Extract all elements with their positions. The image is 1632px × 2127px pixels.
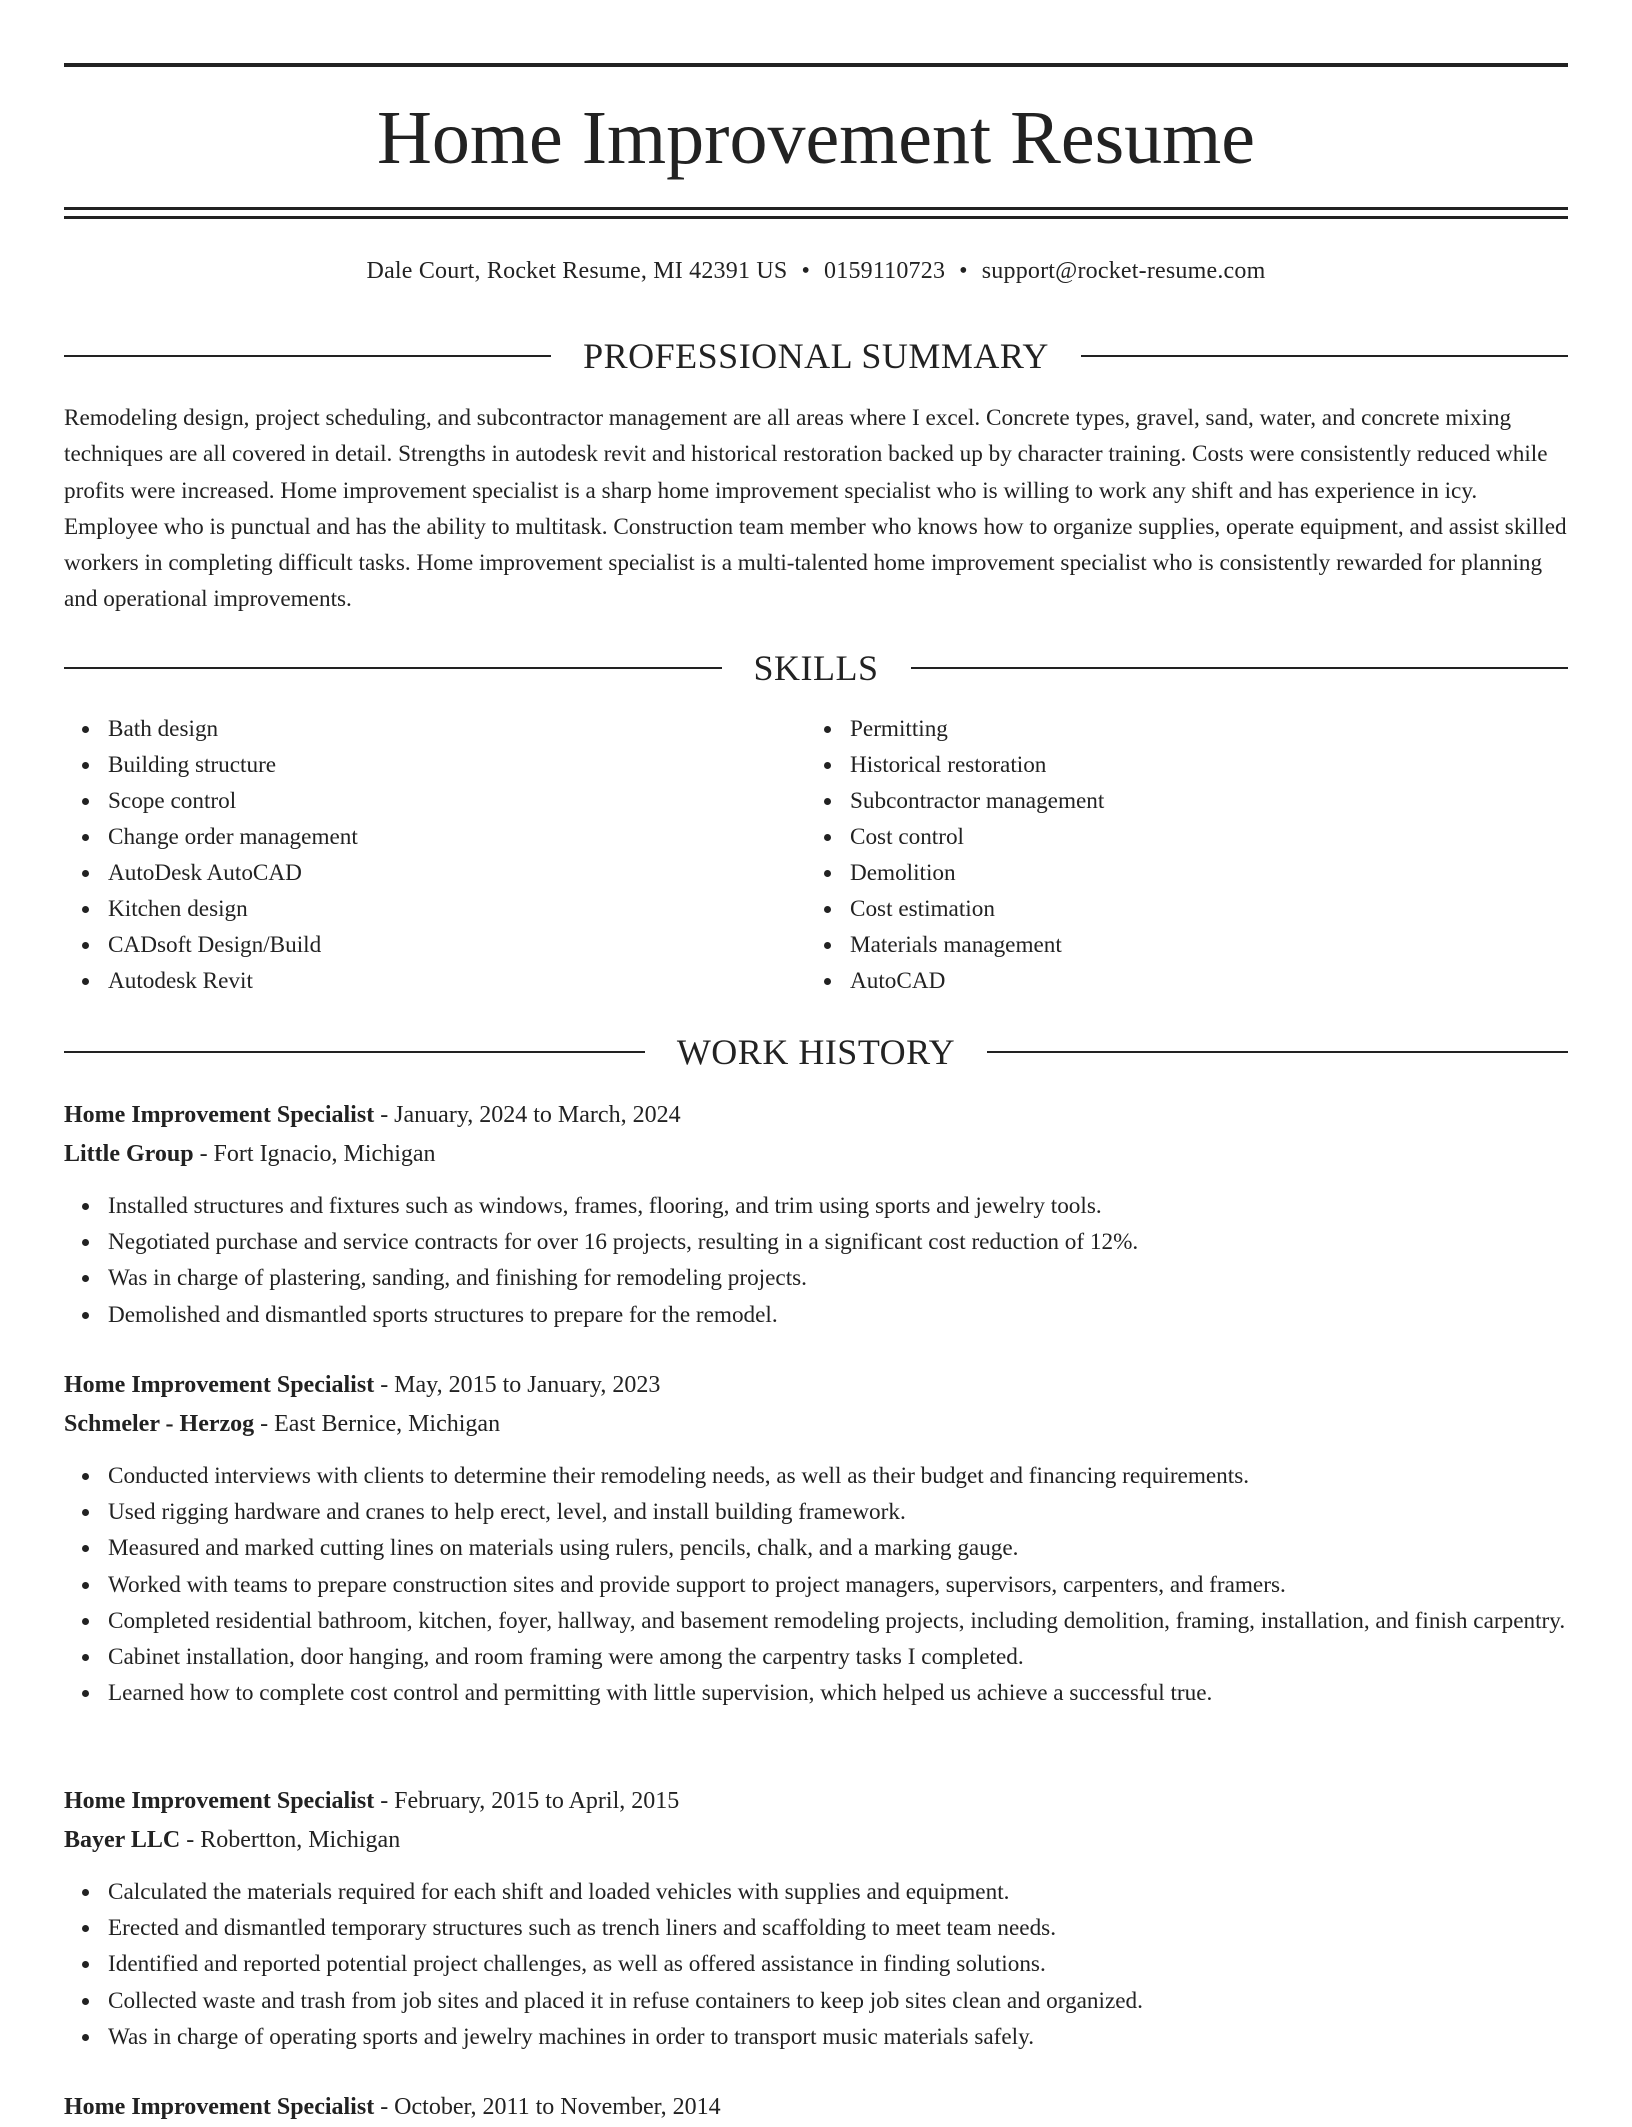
skills-section-heading — [64, 644, 1568, 692]
skills-column-left — [64, 711, 806, 999]
job-dates: - May, 2015 to January, 2023 — [374, 1372, 661, 1398]
skills-list — [64, 711, 1568, 999]
summary-section-heading — [64, 332, 1568, 380]
job-title: Home Improvement Specialist — [64, 1372, 375, 1398]
job-entry — [64, 1782, 1568, 2055]
job-title: Home Improvement Specialist — [64, 1788, 375, 1814]
duty-item: Negotiated purchase and service contracts for over 16 projects, resulting in a significant cost reduction of 12%. — [108, 1224, 1568, 1260]
title-double-rule — [64, 207, 1568, 219]
duty-item: Was in charge of plastering, sanding, and finishing for remodeling projects. — [108, 1260, 1568, 1296]
job-duties-list — [64, 1188, 1568, 1333]
skill-item: Scope control — [108, 783, 806, 819]
duty-item: Was in charge of operating sports and jewelry machines in order to transport music materials safely. — [108, 2019, 1568, 2055]
job-entry — [64, 1366, 1568, 1711]
heading-rule-right — [911, 667, 1569, 669]
skill-item: Autodesk Revit — [108, 963, 806, 999]
duty-item: Learned how to complete cost control and permitting with little supervision, which helped us achieve a successful true. — [108, 1675, 1568, 1711]
job-dates: - October, 2011 to November, 2014 — [374, 2094, 721, 2120]
contact-phone: 0159110723 — [824, 258, 946, 284]
job-title-line — [64, 1096, 1568, 1135]
work-history-heading-label: WORK HISTORY — [676, 1032, 956, 1072]
work-history-section-heading — [64, 1028, 1568, 1076]
job-duties-list — [64, 1458, 1568, 1711]
skills-column-right — [806, 711, 1548, 999]
duty-item: Cabinet installation, door hanging, and room framing were among the carpentry tasks I completed. — [108, 1639, 1568, 1675]
contact-email: support@rocket-resume.com — [981, 258, 1266, 284]
top-rule — [64, 63, 1568, 67]
job-title-line — [64, 1366, 1568, 1405]
duty-item: Used rigging hardware and cranes to help erect, level, and install building framework. — [108, 1494, 1568, 1530]
skill-item: AutoCAD — [850, 963, 1548, 999]
skill-item: Cost estimation — [850, 891, 1548, 927]
job-title-line — [64, 2088, 1568, 2127]
skill-item: Demolition — [850, 855, 1548, 891]
job-dates: - January, 2024 to March, 2024 — [374, 1102, 681, 1128]
contact-separator: • — [801, 258, 811, 284]
skill-item: CADsoft Design/Build — [108, 927, 806, 963]
contact-separator: • — [959, 258, 968, 284]
skill-item: Building structure — [108, 747, 806, 783]
contact-line — [64, 252, 1568, 290]
skill-item: Bath design — [108, 711, 806, 747]
skill-item: Subcontractor management — [850, 783, 1548, 819]
duty-item: Identified and reported potential project challenges, as well as offered assistance in finding solutions. — [108, 1946, 1568, 1982]
duty-item: Conducted interviews with clients to determine their remodeling needs, as well as their budget and financing requirements. — [108, 1458, 1568, 1494]
resume-title: Home Improvement Resume — [376, 96, 1255, 180]
duty-item: Installed structures and fixtures such as windows, frames, flooring, and trim using sports and jewelry tools. — [108, 1188, 1568, 1224]
heading-rule-right — [987, 1051, 1568, 1053]
skills-heading-label: SKILLS — [753, 648, 879, 688]
skill-item: Materials management — [850, 927, 1548, 963]
summary-heading-label: PROFESSIONAL SUMMARY — [583, 336, 1049, 376]
duty-item: Calculated the materials required for each shift and loaded vehicles with supplies and equipment. — [108, 1874, 1568, 1910]
skill-item: Cost control — [850, 819, 1548, 855]
job-entry — [64, 2088, 1568, 2127]
job-company-line — [64, 1405, 1568, 1444]
job-company-line — [64, 1135, 1568, 1174]
duty-item: Completed residential bathroom, kitchen, foyer, hallway, and basement remodeling projects, including demolition, framing, installation, and finish carpentry. — [108, 1603, 1568, 1639]
job-entry — [64, 1096, 1568, 1333]
skill-item: Change order management — [108, 819, 806, 855]
heading-rule-right — [1081, 355, 1568, 357]
heading-rule-left — [64, 1051, 645, 1053]
job-title-line — [64, 1782, 1568, 1821]
job-company-line — [64, 1821, 1568, 1860]
duty-item: Worked with teams to prepare construction sites and provide support to project managers, supervisors, carpenters, and framers. — [108, 1567, 1568, 1603]
job-location: - Fort Ignacio, Michigan — [193, 1141, 436, 1167]
contact-address: Dale Court, Rocket Resume, MI 42391 US — [366, 258, 788, 284]
job-duties-list — [64, 1874, 1568, 2055]
job-location: - East Bernice, Michigan — [254, 1411, 501, 1437]
job-company: Little Group — [64, 1141, 194, 1167]
heading-rule-left — [64, 355, 551, 357]
duty-item: Measured and marked cutting lines on materials using rulers, pencils, chalk, and a marking gauge. — [108, 1530, 1568, 1566]
skill-item: AutoDesk AutoCAD — [108, 855, 806, 891]
job-title: Home Improvement Specialist — [64, 2094, 375, 2120]
skill-item: Historical restoration — [850, 747, 1548, 783]
job-location: - Robertton, Michigan — [180, 1827, 401, 1853]
heading-rule-left — [64, 667, 722, 669]
duty-item: Demolished and dismantled sports structures to prepare for the remodel. — [108, 1297, 1568, 1333]
skill-item: Permitting — [850, 711, 1548, 747]
job-title: Home Improvement Specialist — [64, 1102, 375, 1128]
duty-item: Collected waste and trash from job sites and placed it in refuse containers to keep job sites clean and organized. — [108, 1983, 1568, 2019]
skill-item: Kitchen design — [108, 891, 806, 927]
duty-item: Erected and dismantled temporary structures such as trench liners and scaffolding to meet team needs. — [108, 1910, 1568, 1946]
job-company: Bayer LLC — [64, 1827, 181, 1853]
professional-summary-text: Remodeling design, project scheduling, and subcontractor management are all areas where I excel. Concrete types, gravel, sand, water, and concrete mixing techniques are all covered in detail. Strengths in autodesk revit and historical restoration backed up by character training. Costs were consistently reduced while profits were increased. Home improvement specialist is a sharp home improvement specialist who is willing to work any shift and has experience in icy. Employee who is punctual and has the ability to multitask. Construction team member who knows how to organize supplies, operate equipment, and assist skilled workers in completing difficult tasks. Home improvement specialist is a multi-talented home improvement specialist who is consistently rewarded for planning and operational improvements. — [64, 405, 1567, 613]
job-dates: - February, 2015 to April, 2015 — [374, 1788, 680, 1814]
job-company: Schmeler - Herzog — [64, 1411, 255, 1437]
